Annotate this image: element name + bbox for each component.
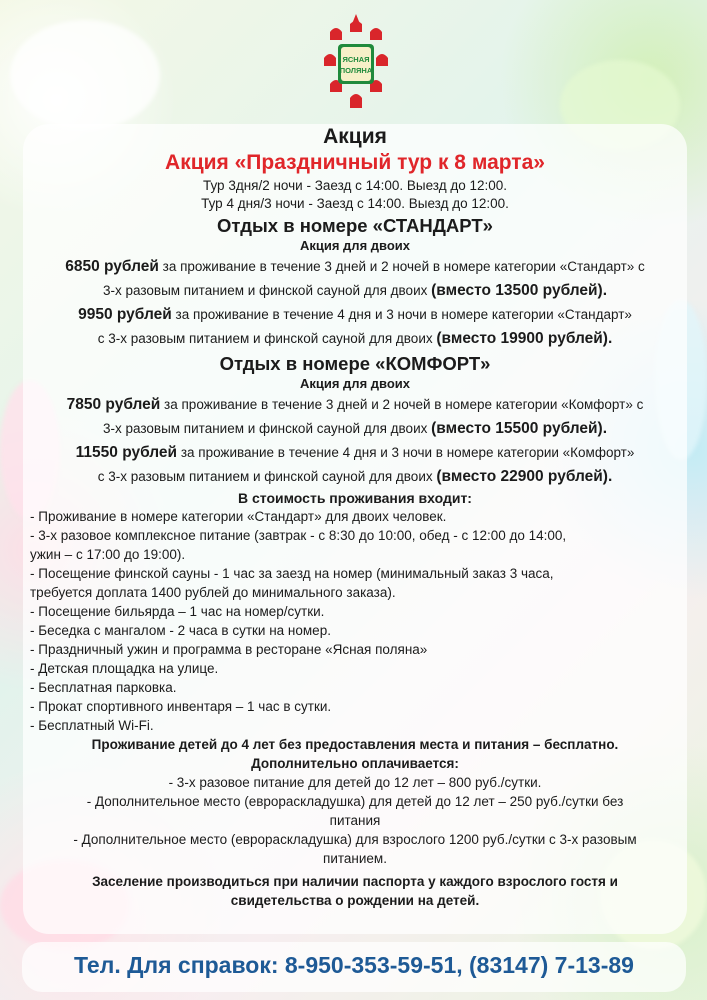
offer-text: за проживание в течение 3 дней и 2 ночей в номере категории «Комфорт» с	[160, 397, 644, 412]
offer-price: 9950 рублей	[78, 306, 172, 323]
extra-line: - 3-х разовое питание для детей до 12 лет – 800 руб./сутки.	[168, 775, 542, 790]
list-item: - Праздничный ужин и программа в ресторане «Ясная поляна»	[30, 642, 428, 657]
list-item: - Бесплатный Wi-Fi.	[30, 718, 154, 733]
comfort-offer-1	[30, 393, 680, 441]
included-heading: В стоимость проживания входит:	[238, 490, 472, 506]
offer-price: 11550 рублей	[75, 444, 178, 461]
standard-offer-1	[30, 255, 680, 303]
list-item: - Беседка с мангалом - 2 часа в сутки на номер.	[30, 623, 331, 638]
offer-price: 6850 рублей	[65, 258, 159, 275]
offer-instead: (вместо 22900 рублей).	[436, 468, 613, 485]
yasnaya-polyana-logo	[320, 10, 392, 118]
tour-line-2: Тур 4 дня/3 ночи - Заезд с 14:00. Выезд до 12:00.	[201, 196, 509, 211]
list-item: - Прокат спортивного инвентаря – 1 час в сутки.	[30, 699, 332, 714]
comfort-offer-2	[30, 441, 680, 489]
promo-content	[30, 124, 680, 910]
extra-line: питания	[329, 813, 381, 828]
svg-text:ПОЛЯНА: ПОЛЯНА	[339, 66, 373, 75]
list-item: - Бесплатная парковка.	[30, 680, 177, 695]
offer-text: с 3-х разовым питанием и финской сауной для двоих	[97, 331, 437, 346]
offer-instead: (вместо 15500 рублей).	[431, 420, 608, 437]
included-list	[30, 507, 680, 735]
list-item: ужин – с 17:00 до 19:00).	[30, 547, 186, 562]
offer-text: 3-х разовым питанием и финской сауной для двоих	[102, 283, 432, 298]
extra-heading: Дополнительно оплачивается:	[251, 756, 459, 771]
extra-line: - Дополнительное место (еврораскладушка) для детей до 12 лет – 250 руб./сутки без	[86, 794, 624, 809]
list-item: - 3-х разовое комплексное питание (завтрак - с 8:30 до 10:00, обед - с 12:00 до 14:00,	[30, 528, 567, 543]
offer-text: за проживание в течение 4 дня и 3 ночи в номере категории «Стандарт»	[171, 307, 632, 322]
list-item: - Посещение финской сауны - 1 час за заезд на номер (минимальный заказ 3 часа,	[30, 566, 554, 581]
standard-subheading: Акция для двоих	[299, 238, 411, 253]
comfort-heading: Отдых в номере «КОМФОРТ»	[219, 353, 491, 374]
offer-price: 7850 рублей	[66, 396, 161, 413]
list-item: - Детская площадка на улице.	[30, 661, 219, 676]
extra-line: питанием.	[323, 851, 387, 866]
logo-emblem-icon	[320, 10, 392, 118]
standard-offer-2	[30, 303, 680, 351]
contact-phone[interactable]: Тел. Для справок: 8-950-353-59-51, (83147) 7-13-89	[74, 952, 634, 978]
standard-heading: Отдых в номере «СТАНДАРТ»	[217, 215, 493, 236]
background-petal	[10, 20, 160, 130]
offer-text: за проживание в течение 3 дней и 2 ночей в номере категории «Стандарт» с	[158, 259, 645, 274]
comfort-subheading: Акция для двоих	[299, 376, 411, 391]
list-item: - Проживание в номере категории «Стандарт» для двоих человек.	[30, 509, 447, 524]
children-note: Проживание детей до 4 лет без предоставления места и питания – бесплатно.	[91, 737, 619, 752]
promo-title: Акция «Праздничный тур к 8 марта»	[165, 151, 545, 174]
list-item: - Посещение бильярда – 1 час на номер/сутки.	[30, 604, 325, 619]
page-title: Акция	[323, 125, 387, 148]
offer-text: с 3-х разовым питанием и финской сауной для двоих	[97, 469, 437, 484]
list-item: требуется доплата 1400 рублей до минимального заказа).	[30, 585, 396, 600]
offer-text: 3-х разовым питанием и финской сауной для двоих	[102, 421, 432, 436]
offer-text: за проживание в течение 4 дня и 3 ночи в номере категории «Комфорт»	[177, 445, 635, 460]
tour-line-1: Тур 3дня/2 ночи - Заезд с 14:00. Выезд до 12:00.	[202, 178, 508, 193]
offer-instead: (вместо 13500 рублей).	[431, 282, 608, 299]
svg-text:ЯСНАЯ: ЯСНАЯ	[342, 55, 370, 64]
extra-line: - Дополнительное место (еврораскладушка) для взрослого 1200 руб./сутки с 3-х разовым	[73, 832, 637, 847]
checkin-note-line-1: Заселение производиться при наличии паспорта у каждого взрослого гостя и	[92, 874, 618, 889]
offer-instead: (вместо 19900 рублей).	[436, 330, 613, 347]
checkin-note-line-2: свидетельства о рождении на детей.	[230, 893, 480, 908]
